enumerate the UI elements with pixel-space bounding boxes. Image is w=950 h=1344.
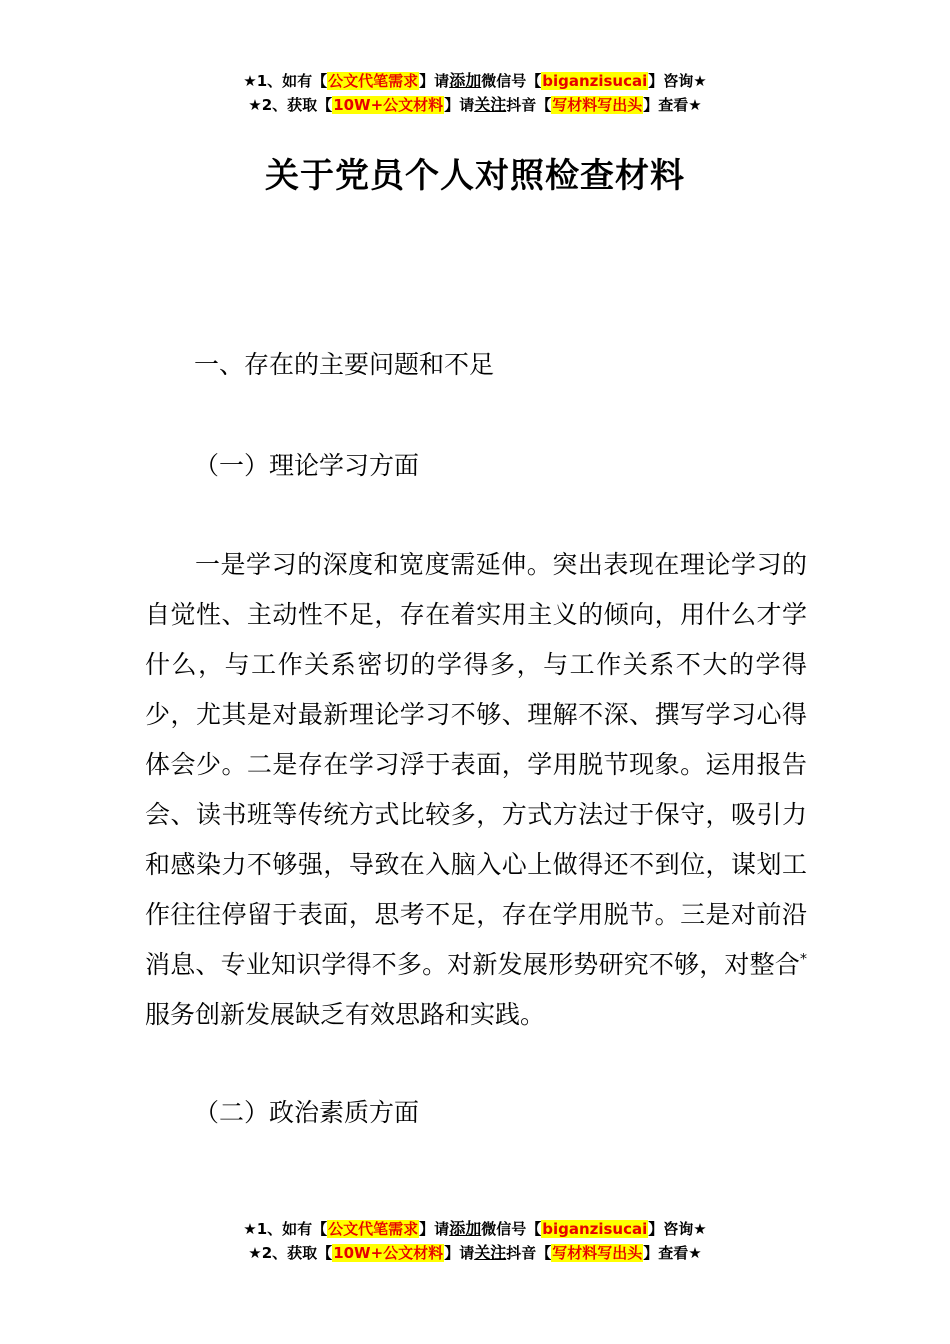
banner-text: 】请 (444, 96, 475, 114)
banner-text: 】请 (419, 72, 450, 90)
header-banner (0, 69, 950, 117)
body-paragraph (145, 540, 807, 1040)
banner-text: ★1、如有【 (243, 1220, 328, 1238)
banner-line-2 (0, 93, 950, 117)
document-title: 关于党员个人对照检查材料 (265, 156, 685, 196)
banner-text: 】请 (419, 1220, 450, 1238)
banner-line-1 (0, 1217, 950, 1241)
banner-text: 】查看★ (643, 1244, 702, 1262)
section-heading: 一、存在的主要问题和不足 (194, 350, 495, 379)
banner-text: 】咨询★ (648, 72, 707, 90)
banner-line-1 (0, 69, 950, 93)
footer-banner (0, 1217, 950, 1265)
banner-text: 】查看★ (643, 96, 702, 114)
banner-highlight: 公文代笔需求 (328, 72, 419, 90)
banner-highlight: biganzisucai (542, 1220, 648, 1238)
banner-highlight: 10W+公文材料 (333, 96, 444, 114)
banner-text: 】咨询★ (648, 1220, 707, 1238)
banner-emphasis: 添加 (449, 71, 482, 90)
banner-highlight: 写材料写出头 (552, 96, 643, 114)
subsection-heading: （一）理论学习方面 (194, 451, 420, 480)
paragraph-text: 一是学习的深度和宽度需延伸。突出表现在理论学习的自觉性、主动性不足，存在着实用主义的倾向，用什么才学什么，与工作关系密切的学得多，与工作关系不大的学得少，尤其是对最新理论学习不够、理解不深、撰写学习心得体会少。二是存在学习浮于表面，学用脱节现象。运用报告会、读书班等传统方式比较多，方式方法过于保守，吸引力和感染力不够强，导致在入脑入心上做得还不到位，谋划工作往往停留于表面，思考不足，存在学用脱节。三是对前沿消息、专业知识学得不多。对新发展形势研究不够，对整合 (145, 550, 807, 979)
banner-text: 抖音【 (506, 96, 552, 114)
banner-text: 微信号【 (481, 72, 542, 90)
footnote-mark: * (800, 951, 807, 968)
banner-text: 微信号【 (481, 1220, 542, 1238)
banner-emphasis: 关注 (474, 95, 507, 114)
banner-emphasis: 添加 (449, 1219, 482, 1238)
banner-highlight: 写材料写出头 (552, 1244, 643, 1262)
subsection-heading: （二）政治素质方面 (194, 1098, 420, 1127)
banner-line-2 (0, 1241, 950, 1265)
banner-text: 】请 (444, 1244, 475, 1262)
banner-text: ★2、获取【 (248, 1244, 333, 1262)
banner-text: ★2、获取【 (248, 96, 333, 114)
banner-text: 抖音【 (506, 1244, 552, 1262)
banner-emphasis: 关注 (474, 1243, 507, 1262)
paragraph-text: 服务创新发展缺乏有效思路和实践。 (145, 1000, 546, 1029)
banner-text: ★1、如有【 (243, 72, 328, 90)
banner-highlight: 10W+公文材料 (333, 1244, 444, 1262)
banner-highlight: 公文代笔需求 (328, 1220, 419, 1238)
banner-highlight: biganzisucai (542, 72, 648, 90)
